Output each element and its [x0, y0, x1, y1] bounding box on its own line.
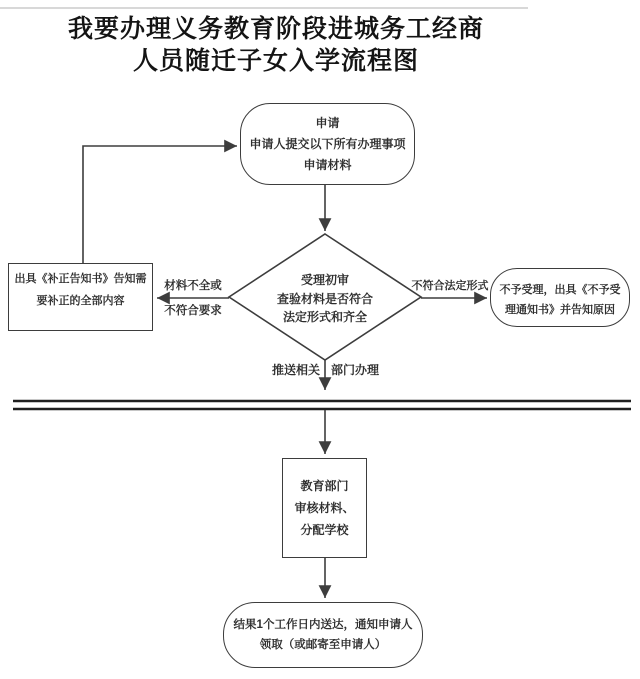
node-reject-notice — [490, 268, 630, 327]
node-decision — [229, 271, 421, 327]
node-apply-line-2: 申请人提交以下所有办理事项 — [249, 136, 406, 151]
edge-label-push-right: 部门办理 — [331, 363, 380, 377]
edge-label-push-left: 推送相关 — [271, 363, 320, 377]
connector-correction-to-apply — [83, 146, 237, 263]
node-reject-line-2: 理通知书》并告知原因 — [505, 303, 615, 316]
node-result-line-2: 领取（或邮寄至申请人） — [259, 639, 387, 651]
edge-label-materials-incomplete-1: 材料不全或 — [164, 280, 222, 292]
node-decision-line-3: 法定形式和齐全 — [282, 310, 367, 325]
node-apply — [240, 103, 415, 185]
page-title-line-2: 人员随迁子女入学流程图 — [132, 48, 419, 75]
edge-label-materials-incomplete-2: 不符合要求 — [164, 305, 222, 317]
node-correction-notice — [8, 263, 153, 331]
edge-label-illegal-form: 不符合法定形式 — [411, 280, 489, 292]
node-education-line-3: 分配学校 — [300, 523, 349, 537]
node-education-line-1: 教育部门 — [300, 479, 349, 493]
page-title-line-1: 我要办理义务教育阶段进城务工经商 — [67, 16, 484, 43]
node-decision-line-2: 查验材料是否符合 — [276, 291, 373, 306]
node-apply-line-3: 申请材料 — [303, 157, 352, 172]
node-result-line-1: 结果1个工作日内送达，通知申请人 — [233, 619, 413, 631]
node-result-delivery — [223, 602, 423, 668]
node-education-department — [282, 458, 367, 558]
node-correction-line-1: 出具《补正告知书》告知需 — [14, 273, 147, 285]
node-correction-line-2: 要补正的全部内容 — [36, 295, 125, 307]
node-apply-line-1: 申请 — [315, 115, 340, 130]
node-reject-line-1: 不予受理，出具《不予受 — [499, 283, 621, 296]
node-decision-line-1: 受理初审 — [300, 273, 349, 288]
node-education-line-2: 审核材料、 — [294, 501, 355, 515]
